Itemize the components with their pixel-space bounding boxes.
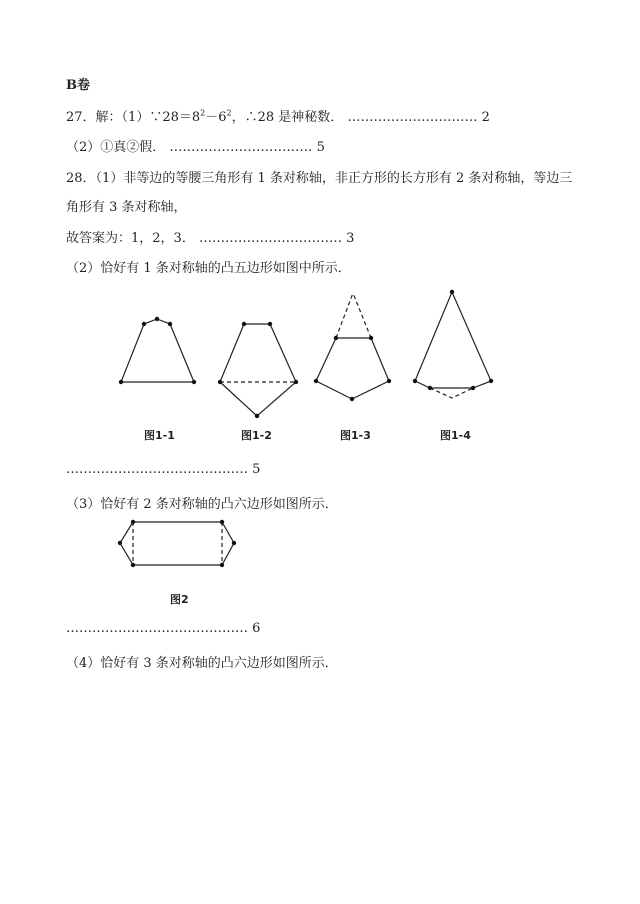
score-line-2 xyxy=(66,621,260,636)
fig1-3-dashed-right xyxy=(353,293,371,338)
q28-1-line-a: 28．（1）非等边的等腰三角形有 1 条对称轴，非正方形的长方形有 2 条对称轴，等边三 xyxy=(66,171,573,186)
vertex-dot xyxy=(471,386,475,390)
section-title: B卷 xyxy=(66,78,90,93)
vertex-dot xyxy=(119,380,123,384)
vertex-dot xyxy=(268,322,272,326)
score-line-2-score: 6 xyxy=(252,621,261,636)
q27-exp1: 2 xyxy=(200,108,206,118)
vertex-dot xyxy=(334,336,338,340)
q28-answer-text: 故答案为：1，2，3． xyxy=(66,231,195,246)
fig1-2-outline xyxy=(220,324,296,416)
q27-exp2: 2 xyxy=(226,108,232,118)
vertex-dot xyxy=(428,386,432,390)
q27-prefix: 27．解：（1）∵28＝8 xyxy=(66,110,201,125)
q28-answer-score: 3 xyxy=(346,231,355,246)
vertex-dot xyxy=(314,379,318,383)
fig1-4-caption: 图1-4 xyxy=(440,429,471,442)
score-line-1 xyxy=(66,462,260,477)
q28-4-line: （4）恰好有 3 条对称轴的凸六边形如图所示． xyxy=(66,656,338,671)
vertex-dot xyxy=(131,563,135,567)
q27-2-dots: …………………………… xyxy=(169,140,313,155)
q27-2-text: （2）①真②假． xyxy=(66,140,166,155)
score-line-1-score: 5 xyxy=(252,462,261,477)
vertex-dot xyxy=(413,379,417,383)
score-line-2-dots: …………………………………… xyxy=(66,621,248,636)
fig1-3-outline xyxy=(316,338,389,399)
q28-1-line-b: 角形有 3 条对称轴， xyxy=(66,200,187,215)
q27-dots: ………………………… xyxy=(347,110,478,125)
q27-suffix: ，∴28 是神秘数． xyxy=(231,110,344,125)
vertex-dot xyxy=(131,520,135,524)
q28-2-line: （2）恰好有 1 条对称轴的凸五边形如图中所示． xyxy=(66,261,351,276)
vertex-dot xyxy=(155,317,159,321)
vertex-dot xyxy=(489,379,493,383)
vertex-dot xyxy=(450,290,454,294)
vertex-dot xyxy=(242,322,246,326)
fig1-3-caption: 图1-3 xyxy=(340,429,371,442)
q27-score: 2 xyxy=(481,110,490,125)
vertex-dot xyxy=(168,322,172,326)
fig1-4-outline xyxy=(415,292,491,388)
q28-answer-dots: …………………………… xyxy=(198,231,342,246)
q27-2-score: 5 xyxy=(316,140,325,155)
fig1-1-caption: 图1-1 xyxy=(144,429,175,442)
vertex-dot xyxy=(369,336,373,340)
vertex-dot xyxy=(220,520,224,524)
fig1-4-dashed xyxy=(430,388,473,398)
vertex-dot xyxy=(255,414,259,418)
vertex-dot xyxy=(218,380,222,384)
fig1-3-dashed-left xyxy=(336,293,353,338)
vertex-dot xyxy=(192,380,196,384)
fig1-2-caption: 图1-2 xyxy=(241,429,272,442)
fig2-hexagon xyxy=(120,522,234,565)
fig1-1-pentagon xyxy=(121,319,194,382)
score-line-1-dots: …………………………………… xyxy=(66,462,248,477)
vertex-dot xyxy=(142,322,146,326)
q27-minus: －6 xyxy=(205,110,227,125)
vertex-dot xyxy=(294,380,298,384)
vertex-dot xyxy=(350,397,354,401)
vertex-dot xyxy=(387,379,391,383)
q28-3-line: （3）恰好有 2 条对称轴的凸六边形如图所示． xyxy=(66,497,338,512)
vertex-dot xyxy=(118,541,122,545)
vertex-dot xyxy=(220,563,224,567)
vertex-dot xyxy=(232,541,236,545)
fig2-caption: 图2 xyxy=(170,593,189,606)
